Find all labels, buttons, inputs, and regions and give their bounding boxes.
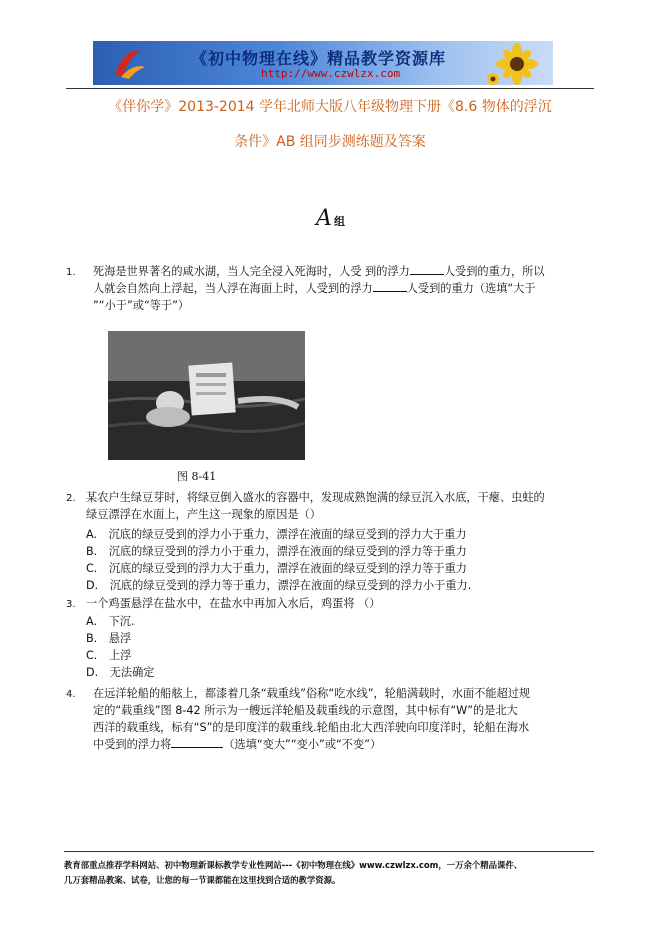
question-2-line-2: 绿豆漂浮在水面上，产生这一现象的原因是（） bbox=[86, 508, 321, 521]
footer-line-1: 教育部重点推荐学科网站、初中物理新课标教学专业性网站---《初中物理在线》www.czwlzx.com，一万余个精品课件、 bbox=[64, 860, 523, 870]
dead-sea-photo bbox=[108, 331, 305, 460]
option-d[interactable]: D. 无法确定 bbox=[86, 666, 155, 679]
footer-line-2: 几万套精品教案、试卷，让您的每一节课都能在这里找到合适的教学资源。 bbox=[64, 875, 341, 885]
question-1-line-2: 人就会自然向上浮起，当人浮在海面上时，人受到的浮力 人受到的重力（选填“大于 bbox=[93, 282, 536, 295]
sunflower-icon bbox=[485, 43, 549, 85]
option-c[interactable]: C. 沉底的绿豆受到的浮力大于重力，漂浮在液面的绿豆受到的浮力等于重力 bbox=[86, 562, 467, 575]
section-heading bbox=[0, 206, 661, 231]
figure-caption: 图 8-41 bbox=[177, 470, 217, 483]
question-number: 4. bbox=[66, 689, 76, 700]
question-number: 2. bbox=[66, 493, 76, 504]
option-c[interactable]: C. 上浮 bbox=[86, 649, 132, 662]
answer-blank bbox=[373, 281, 407, 292]
banner-url[interactable]: http://www.czwlzx.com bbox=[261, 67, 401, 80]
question-1-line-3: ”“小于”或“等于”） bbox=[93, 299, 190, 312]
question-3-line-1: 一个鸡蛋悬浮在盐水中，在盐水中再加入水后，鸡蛋将 （） bbox=[86, 597, 381, 610]
answer-blank bbox=[410, 264, 444, 275]
option-a[interactable]: A. 沉底的绿豆受到的浮力小于重力，漂浮在液面的绿豆受到的浮力大于重力 bbox=[86, 528, 467, 541]
question-4-line-1: 在远洋轮船的船舷上，都漆着几条“载重线”俗称“吃水线”，轮船满载时，水面不能超过规 bbox=[93, 687, 531, 700]
section-label: 组 bbox=[333, 215, 345, 228]
question-4-line-3: 西洋的载重线，标有“S”的是印度洋的载重线.轮船由北大西洋驶向印度洋时，轮船在海水 bbox=[93, 721, 530, 734]
question-2-line-1: 某农户生绿豆芽时，将绿豆倒入盛水的容器中，发现成熟饱满的绿豆沉入水底，干瘪、虫蛀的 bbox=[86, 491, 545, 504]
option-d[interactable]: D. 沉底的绿豆受到的浮力等于重力，漂浮在液面的绿豆受到的浮力小于重力. bbox=[86, 579, 472, 592]
section-letter: A bbox=[316, 206, 332, 231]
banner-title: 《初中物理在线》精品教学资源库 bbox=[191, 49, 447, 68]
question-4-line-4: 中受到的浮力将 （选填“变大”“变小”或“不变”） bbox=[93, 738, 382, 751]
person-floating-illustration bbox=[108, 331, 305, 460]
question-number: 1. bbox=[66, 267, 76, 278]
question-4-line-2: 定的“载重线”图 8-42 所示为一艘远洋轮船及载重线的示意图，其中标有“W”的是北大 bbox=[93, 704, 518, 717]
question-number: 3. bbox=[66, 599, 76, 610]
document-title-line-2: 条件》AB 组同步测练题及答案 bbox=[234, 134, 426, 150]
question-1-line-1: 死海是世界著名的咸水湖，当人完全浸入死海时，人受 到的浮力 人受到的重力，所以 bbox=[93, 265, 545, 278]
option-b[interactable]: B. 悬浮 bbox=[86, 632, 132, 645]
option-b[interactable]: B. 沉底的绿豆受到的浮力小于重力，漂浮在液面的绿豆受到的浮力等于重力 bbox=[86, 545, 467, 558]
header-divider bbox=[66, 88, 594, 89]
option-a[interactable]: A. 下沉. bbox=[86, 615, 135, 628]
answer-blank bbox=[171, 737, 223, 748]
document-title-line-1: 《伴你学》2013-2014 学年北师大版八年级物理下册《8.6 物体的浮沉 bbox=[108, 99, 552, 115]
header-banner bbox=[93, 41, 553, 85]
footer-divider bbox=[64, 851, 594, 852]
site-logo-icon bbox=[111, 45, 147, 81]
